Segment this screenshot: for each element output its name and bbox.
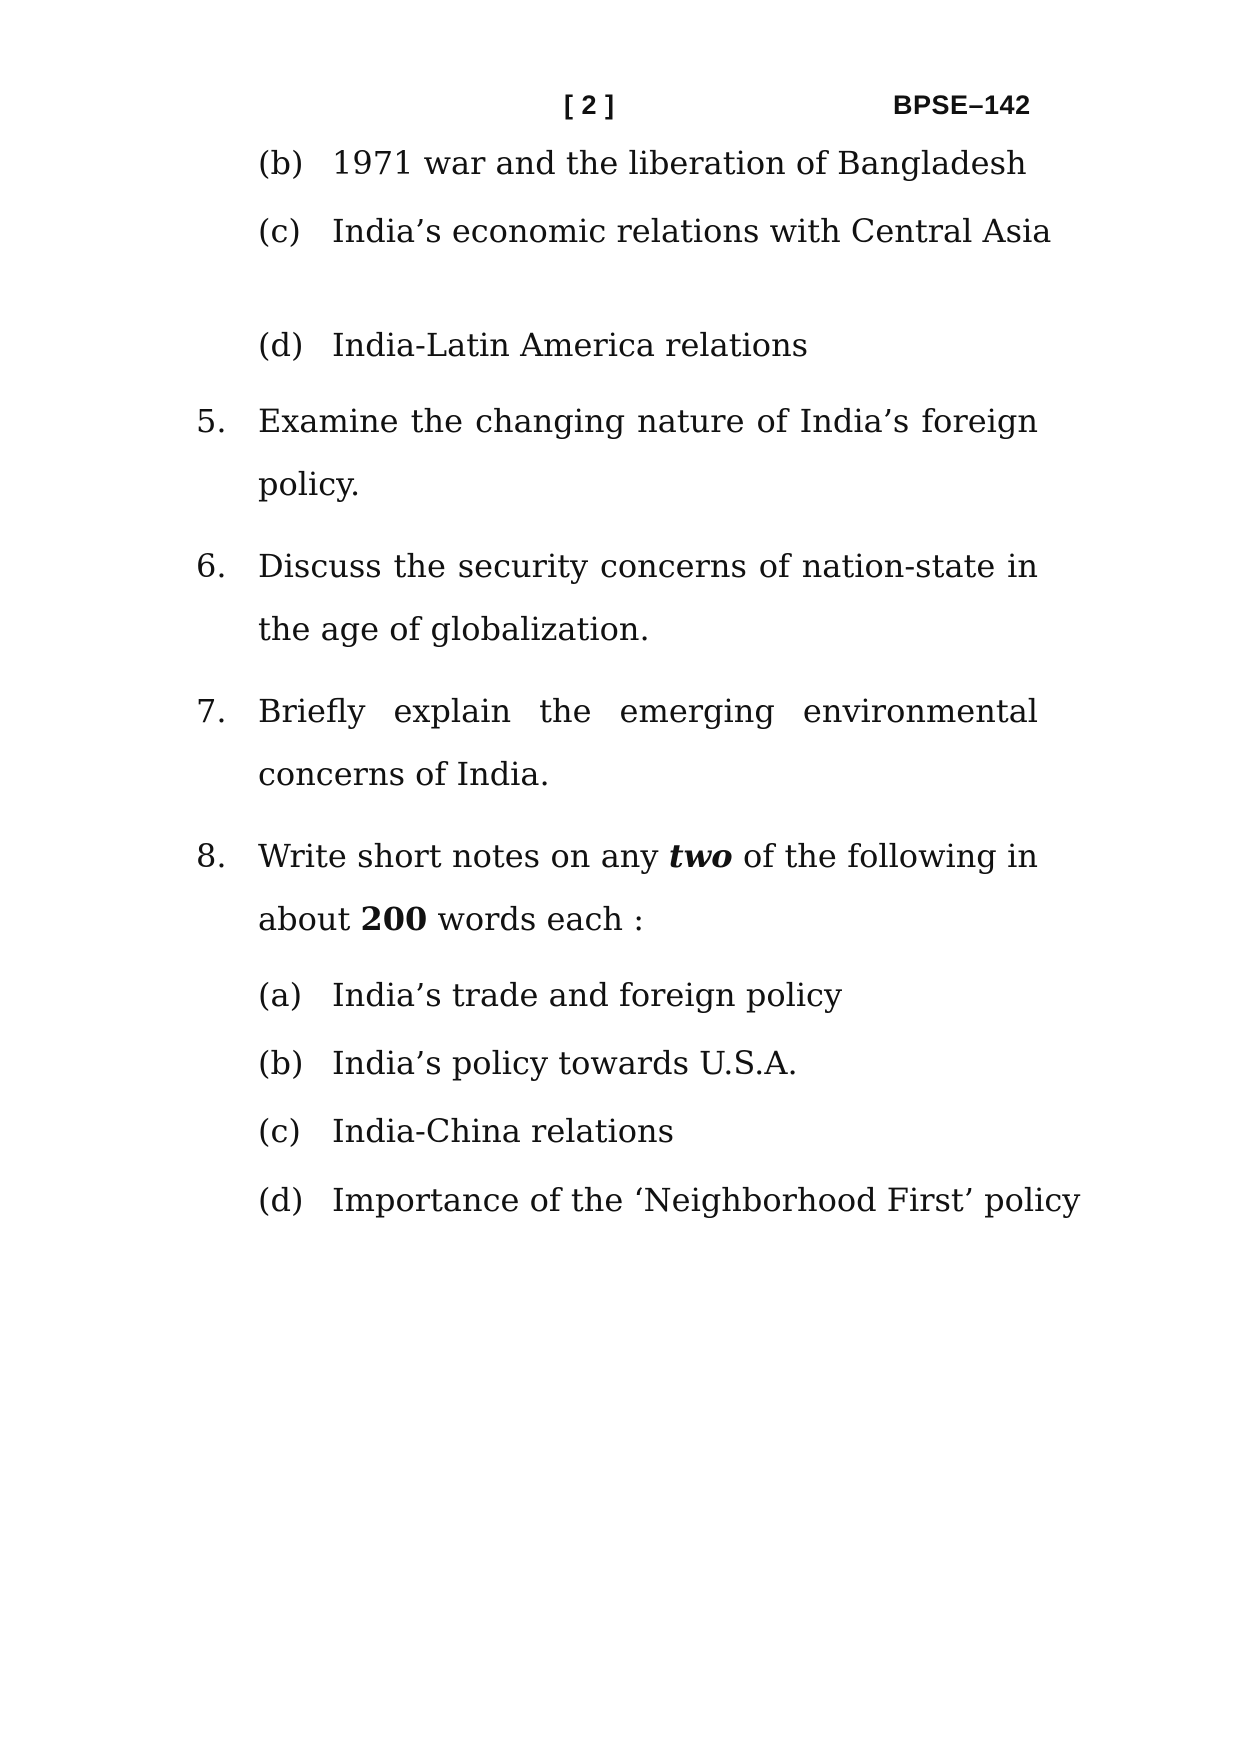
q8-text-a: Write short notes on any bbox=[258, 837, 659, 875]
part-label: (d) bbox=[258, 326, 304, 364]
part-label: (a) bbox=[258, 976, 303, 1014]
q8-text-c: words each : bbox=[437, 900, 644, 938]
part-label: (c) bbox=[258, 1112, 301, 1150]
part-text: India-China relations bbox=[332, 1112, 674, 1150]
question-text: Briefly explain the emerging environmental concerns of India. bbox=[258, 692, 1038, 793]
course-code: BPSE–142 bbox=[893, 90, 1031, 120]
part-text: 1971 war and the liberation of Bangladesh bbox=[332, 144, 1027, 182]
q8-text-b: of the following in about bbox=[258, 837, 1039, 938]
part-label: (b) bbox=[258, 1044, 304, 1082]
part-text: India-Latin America relations bbox=[332, 326, 809, 364]
emphasis-word-count: 200 bbox=[360, 900, 428, 938]
part-label: (d) bbox=[258, 1181, 304, 1219]
part-text: India’s trade and foreign policy bbox=[332, 976, 843, 1014]
question-number: 5. bbox=[196, 402, 227, 440]
part-label: (c) bbox=[258, 212, 301, 250]
page-number: [ 2 ] bbox=[564, 90, 615, 120]
part-label: (b) bbox=[258, 144, 304, 182]
question-text: Examine the changing nature of India’s foreign policy. bbox=[258, 402, 1038, 503]
question-number: 7. bbox=[196, 692, 227, 730]
part-text: India’s policy towards U.S.A. bbox=[332, 1044, 798, 1082]
part-text: India’s economic relations with Central Asia bbox=[332, 212, 1052, 250]
question-number: 6. bbox=[196, 547, 227, 585]
emphasis-two: two bbox=[668, 837, 733, 875]
question-number: 8. bbox=[196, 837, 227, 875]
question-text: Discuss the security concerns of nation-state in the age of globalization. bbox=[258, 547, 1038, 648]
question-text bbox=[258, 825, 1038, 951]
part-text: Importance of the ‘Neighborhood First’ policy bbox=[332, 1181, 1081, 1219]
